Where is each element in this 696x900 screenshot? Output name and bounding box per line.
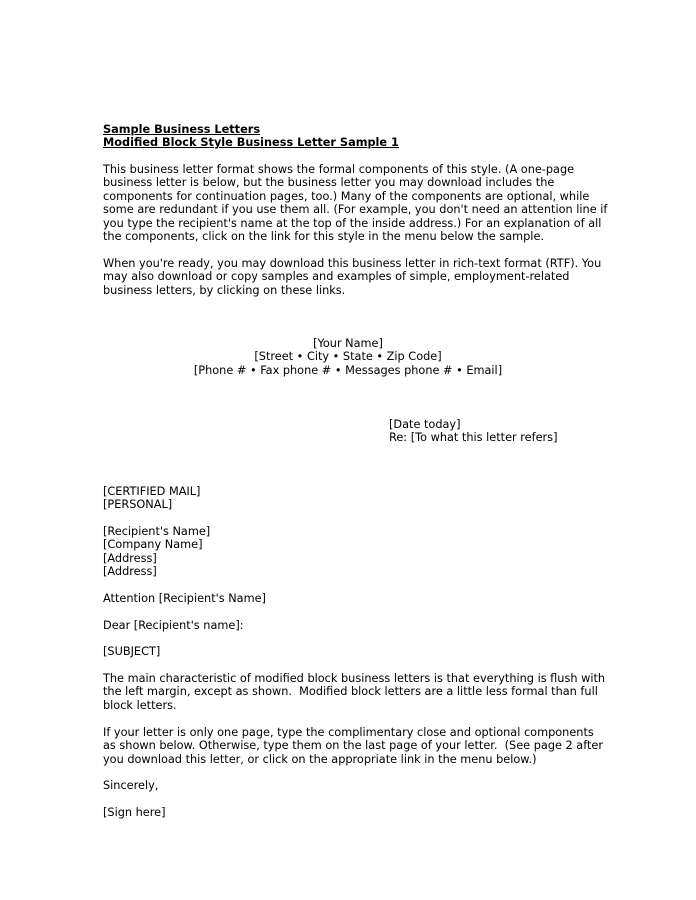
document-title: Sample Business Letters [103,123,261,136]
sender-contact: [Phone # • Fax phone # • Messages phone # • Email] [193,363,503,377]
certified-mail-notation: [CERTIFIED MAIL] [103,485,201,498]
date-block [389,418,649,445]
address-line-2: [Address] [103,565,157,579]
text-line: This business letter format shows the formal components of this style. (A one-page [103,163,575,176]
address-line-1: [Address] [103,551,157,565]
complimentary-close [103,779,603,792]
salutation [103,619,603,632]
text-line: When you're ready, you may download this business letter in rich-text format (RTF). You [103,257,602,270]
mail-notations [103,485,603,512]
attention-text: Attention [Recipient's Name] [103,592,266,605]
text-line: block letters. [103,698,177,712]
text-line: the components, click on the link for this style in the menu below the sample. [103,230,544,244]
document-heading [103,123,603,150]
text-line: the left margin, except as shown. Modified block letters are a little less formal than full [103,685,598,699]
recipient-name: [Recipient's Name] [103,525,211,538]
text-line: business letters, by clicking on these links. [103,283,346,297]
sender-address: [Street • City • State • Zip Code] [254,350,442,364]
signature-line [103,806,603,819]
text-line: as shown below. Otherwise, type them on the last page of your letter. (See page 2 after [103,739,604,753]
sender-name: [Your Name] [313,337,383,350]
text-line: you type the recipient's name at the top of the inside address.) For an explanation of all [103,216,602,230]
body-paragraph-1 [103,672,606,712]
document-subtitle: Modified Block Style Business Letter Sample 1 [103,136,399,150]
letter-date: [Date today] [389,418,461,431]
closing-text: Sincerely, [103,779,159,792]
text-line: some are redundant if you use them all. (For example, you don't need an attention line if [103,203,608,217]
signature-text: [Sign here] [103,806,166,819]
reference-line: Re: [To what this letter refers] [389,431,558,445]
text-line: If your letter is only one page, type the complimentary close and optional components [103,726,594,739]
text-line: The main characteristic of modified block business letters is that everything is flush with [103,672,606,685]
intro-paragraph-1 [103,163,608,244]
text-line: components for continuation pages, too.) Many of the components are optional, while [103,189,590,203]
intro-paragraph-2 [103,257,603,297]
text-line: business letter is below, but the business letter you may download includes the [103,176,555,190]
subject-line [103,645,603,658]
company-name: [Company Name] [103,538,203,552]
personal-notation: [PERSONAL] [103,498,173,512]
text-line: you download this letter, or click on the appropriate link in the menu below.) [103,752,537,766]
body-paragraph-2 [103,726,603,766]
salutation-text: Dear [Recipient's name]: [103,619,244,632]
inside-address [103,525,603,579]
letterhead [0,337,696,377]
text-line: may also download or copy samples and examples of simple, employment-related [103,270,570,284]
attention-line [103,592,603,605]
subject-text: [SUBJECT] [103,645,161,658]
